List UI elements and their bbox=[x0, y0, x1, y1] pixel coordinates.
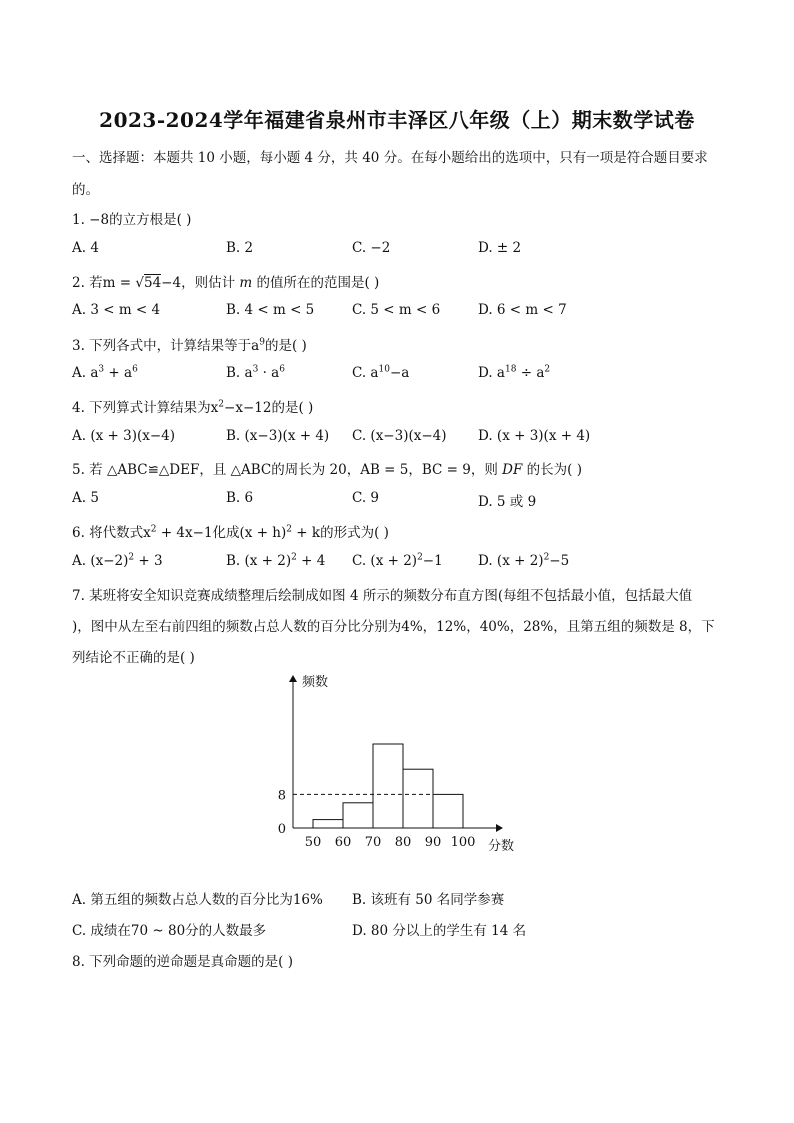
question-8-stem: 8. 下列命题的逆命题是真命题的是( ) bbox=[72, 954, 293, 970]
q2-variable: m bbox=[239, 275, 253, 291]
q7-option-d: D. 80 分以上的学生有 14 名 bbox=[352, 923, 527, 939]
y-tick-labels bbox=[278, 788, 286, 837]
q7-option-b: B. 该班有 50 名同学参赛 bbox=[352, 892, 505, 908]
x-tick-label: 60 bbox=[334, 835, 352, 850]
q6-option-d: D. $(x + 2)^2-5$ bbox=[478, 552, 570, 569]
q5-option-b: B. 6 bbox=[226, 490, 254, 506]
q5-option-d: D. 5 或 9 bbox=[478, 494, 537, 510]
q3-stem-part1: 3. 下列各式中，计算结果等于a bbox=[72, 338, 260, 354]
question-4-stem bbox=[72, 396, 313, 416]
q4-option-a: A. (x + 3)(x−4) bbox=[72, 428, 176, 444]
q4-stem-part2: −x−12的是( ) bbox=[224, 400, 314, 416]
section-header-line1: 一、选择题：本题共 10 小题，每小题 4 分，共 40 分。在每小题给出的选项中，只有一项是符合题目要求 bbox=[72, 150, 708, 166]
q3-option-a: A. $a^3 + a^6$ bbox=[72, 364, 138, 381]
question-6-stem: 6. 将代数式$x^2 + 4x-1$化成$(x + h)^2 + k$的形式为( ) bbox=[72, 524, 389, 541]
q4-exponent: 2 bbox=[218, 399, 225, 410]
q5-stem-part2: 的长为( ) bbox=[522, 462, 582, 478]
q1-option-a: A. 4 bbox=[72, 240, 99, 256]
question-5-stem bbox=[72, 458, 582, 478]
x-tick-label: 70 bbox=[364, 835, 382, 850]
q4-option-d: D. (x + 3)(x + 4) bbox=[478, 428, 591, 444]
q4-stem-part1: 4. 下列算式计算结果为x bbox=[72, 400, 219, 416]
q5-stem-part1: 5. 若 △ABC≌△DEF，且 △ABC的周长为 20，AB = 5，BC = 9，则 bbox=[72, 462, 503, 478]
y-tick-label: 0 bbox=[277, 822, 286, 837]
q3-exponent: 9 bbox=[259, 337, 265, 348]
q2-option-d: D. 6 < m < 7 bbox=[478, 302, 567, 318]
q4-option-c: C. (x−3)(x−4) bbox=[352, 428, 447, 444]
x-tick-label: 80 bbox=[394, 835, 412, 850]
question-7-line2: )，图中从左至右前四组的频数占总人数的百分比分别为4%，12%，40%，28%，且第五组的频数是 8，下 bbox=[72, 619, 715, 635]
q1-option-c: C. −2 bbox=[352, 240, 391, 256]
q2-stem-part1: 2. 若m = bbox=[72, 275, 136, 291]
question-1-stem: 1. −8的立方根是( ) bbox=[72, 212, 192, 228]
histogram-bar bbox=[343, 803, 373, 828]
q5-option-a: A. 5 bbox=[72, 490, 99, 506]
frequency-histogram bbox=[270, 668, 530, 858]
x-tick-label: 100 bbox=[450, 835, 476, 850]
exam-title: 2023-2024学年福建省泉州市丰泽区八年级（上）期末数学试卷 bbox=[99, 108, 695, 132]
section-header-line2: 的。 bbox=[72, 182, 99, 198]
histogram-bar bbox=[403, 769, 433, 828]
q2-stem-part3: 的值所在的范围是( ) bbox=[252, 275, 380, 291]
question-7-line3: 列结论不正确的是( ) bbox=[72, 650, 195, 666]
q3-option-d: D. $a^{18} \div a^2$ bbox=[478, 364, 551, 381]
q3-stem-part2: 的是( ) bbox=[264, 338, 307, 354]
q2-radicand: 54 bbox=[143, 275, 162, 291]
x-tick-labels bbox=[305, 835, 476, 850]
question-3-stem bbox=[72, 334, 307, 354]
q3-option-c: C. $a^{10}-a$ bbox=[352, 364, 410, 381]
q2-option-b: B. 4 < m < 5 bbox=[226, 302, 315, 318]
q3-option-b: B. $a^3 \cdot a^6$ bbox=[226, 364, 285, 381]
q4-option-b: B. (x−3)(x + 4) bbox=[226, 428, 330, 444]
q7-option-a: A. 第五组的频数占总人数的百分比为16% bbox=[72, 892, 323, 908]
q6-option-b: B. $(x + 2)^2 + 4$ bbox=[226, 552, 326, 569]
histogram-bar bbox=[313, 820, 343, 828]
q6-option-c: C. $(x + 2)^2-1$ bbox=[352, 552, 443, 569]
y-axis-label: 频数 bbox=[302, 675, 329, 690]
question-7-line1: 7. 某班将安全知识竞赛成绩整理后绘制成如图 4 所示的频数分布直方图(每组不包括最小值，包括最大值 bbox=[72, 588, 693, 604]
q1-option-d: D. ± 2 bbox=[478, 240, 522, 256]
q2-option-c: C. 5 < m < 6 bbox=[352, 302, 441, 318]
q6-option-a: A. $(x-2)^2 + 3$ bbox=[72, 552, 163, 569]
q5-variable: DF bbox=[502, 462, 523, 478]
histogram-bars bbox=[313, 744, 463, 828]
x-tick-label: 50 bbox=[304, 835, 322, 850]
histogram-bar bbox=[373, 744, 403, 828]
q2-stem-part2: −4，则估计 bbox=[161, 275, 240, 291]
question-2-stem bbox=[72, 271, 379, 291]
x-tick-label: 90 bbox=[424, 835, 442, 850]
sqrt-sign: √ bbox=[135, 275, 144, 291]
q2-option-a: A. 3 < m < 4 bbox=[72, 302, 161, 318]
q1-option-b: B. 2 bbox=[226, 240, 254, 256]
q5-option-c: C. 9 bbox=[352, 490, 380, 506]
histogram-bar bbox=[433, 794, 463, 828]
y-tick-label: 8 bbox=[277, 788, 286, 804]
x-axis-label: 分数 bbox=[488, 839, 515, 854]
q7-option-c: C. 成绩在70 ~ 80分的人数最多 bbox=[72, 923, 267, 939]
